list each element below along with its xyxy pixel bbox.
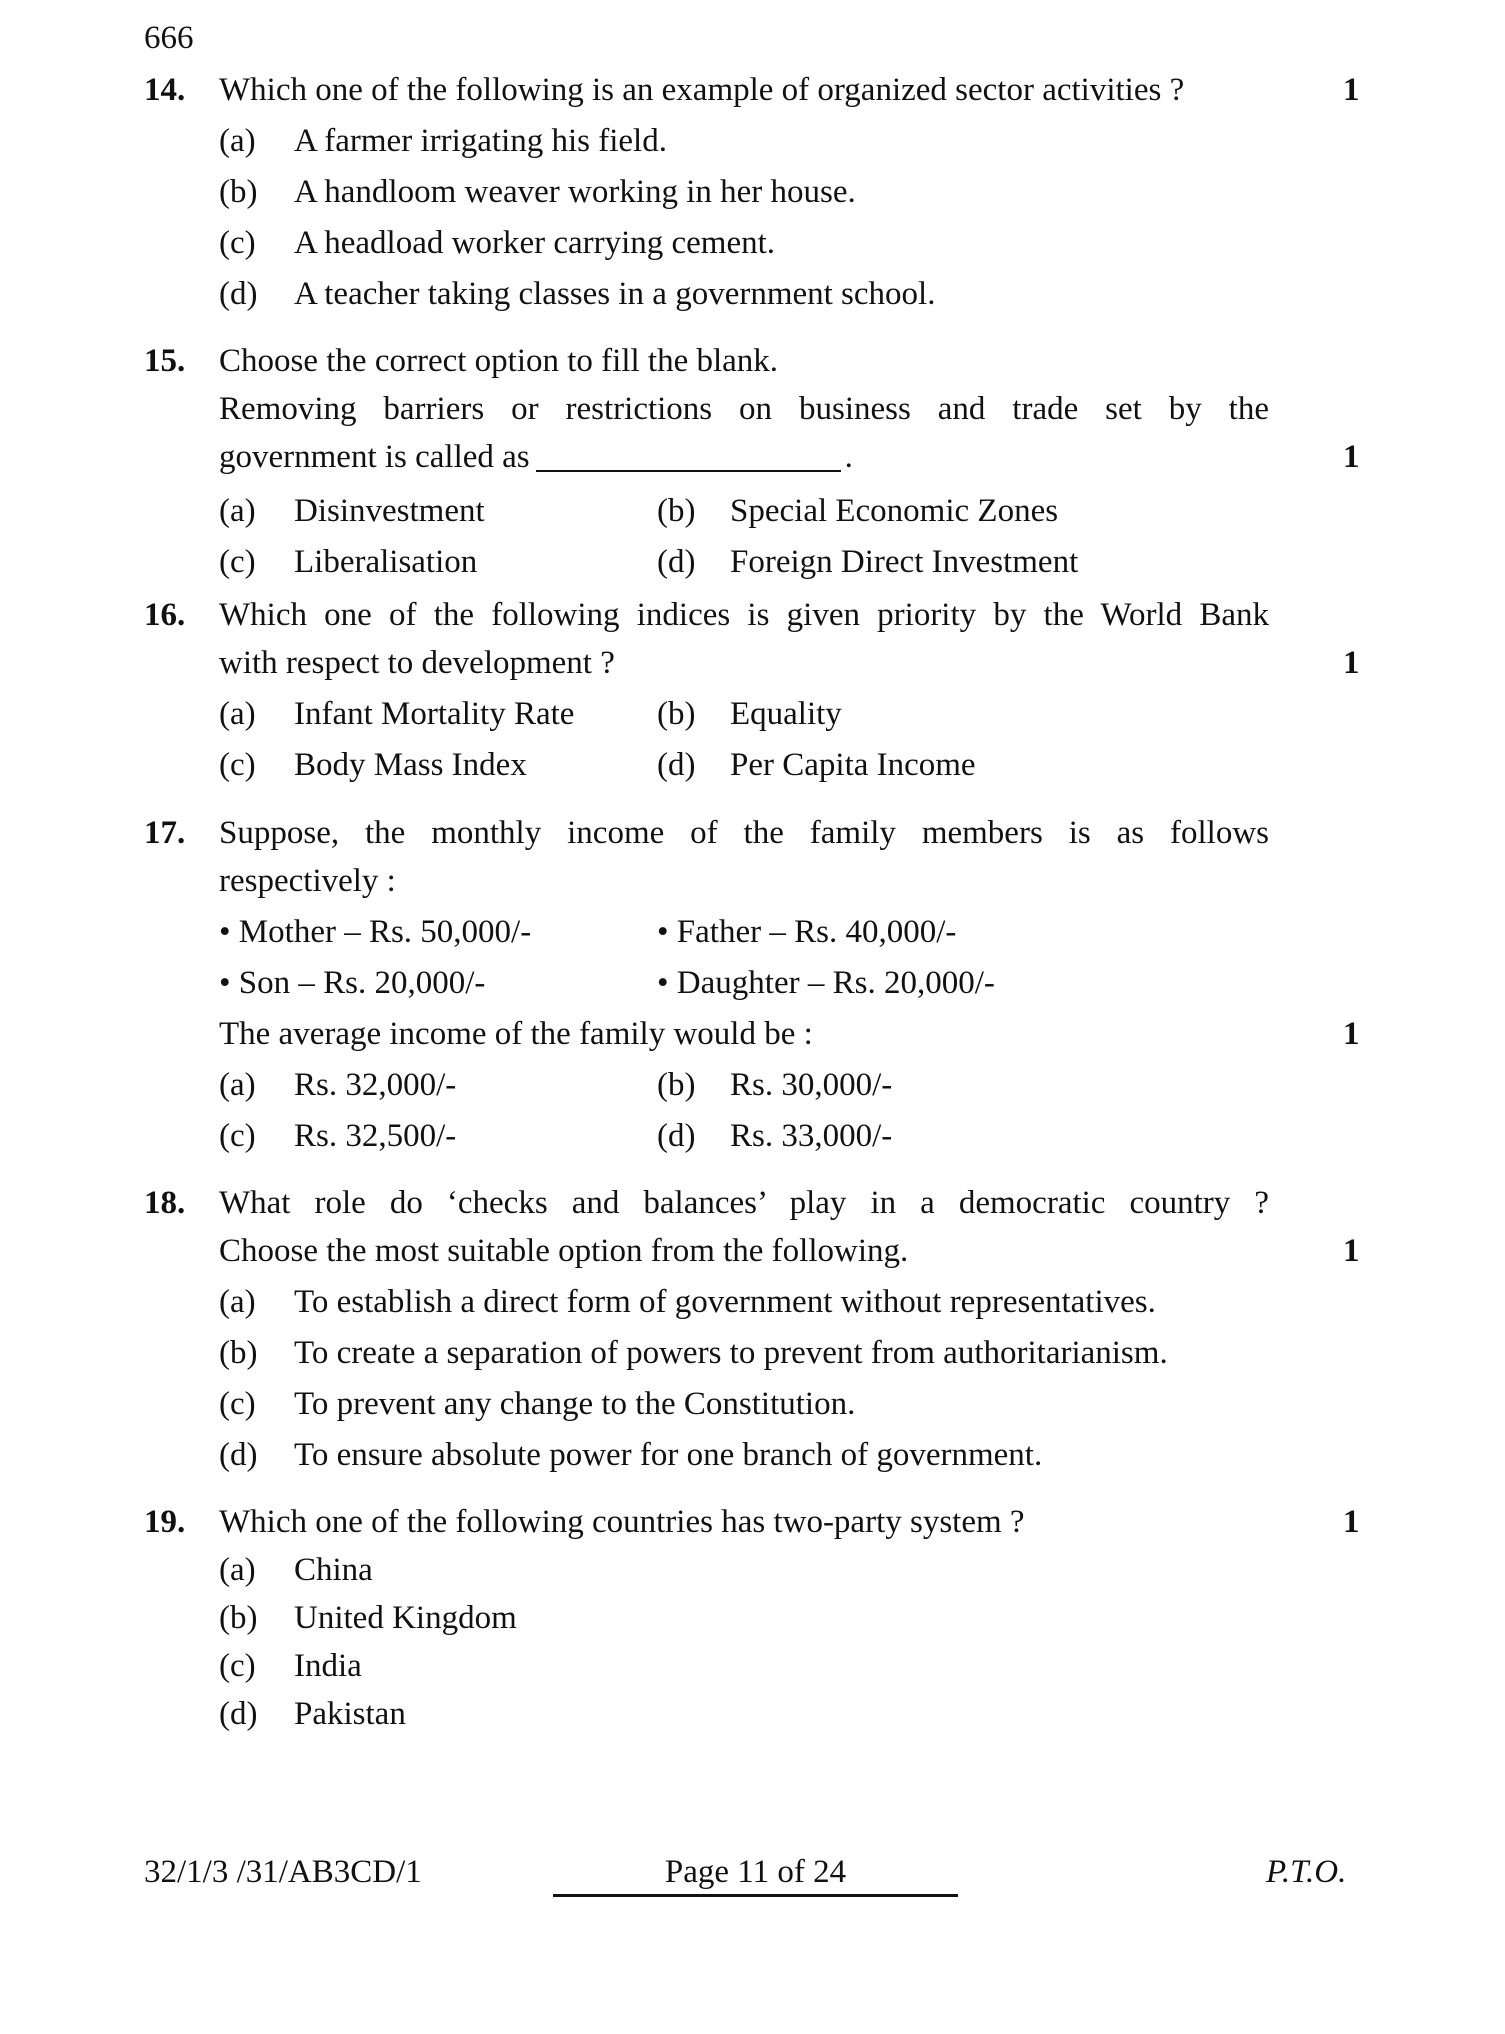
question-number: 15.: [144, 343, 186, 379]
option-text: Rs. 30,000/-: [730, 1067, 893, 1103]
question-text: Choose the most suitable option from the following.: [219, 1233, 909, 1269]
question-number: 17.: [144, 815, 186, 851]
income-item: • Father – Rs. 40,000/-: [657, 914, 957, 950]
option-text: China: [294, 1552, 373, 1588]
option-label: (c): [219, 544, 256, 580]
option-label: (d): [219, 1696, 258, 1732]
option-label: (d): [657, 747, 696, 783]
fill-blank: [536, 440, 841, 472]
question-text: Removing barriers or restrictions on business and trade set by the: [219, 391, 1269, 427]
option-label: (c): [219, 1386, 256, 1422]
question-marks: 1: [1343, 1016, 1360, 1052]
option-text: Special Economic Zones: [730, 493, 1059, 529]
option-label: (b): [219, 1600, 258, 1636]
option-label: (b): [657, 493, 696, 529]
option-label: (a): [219, 1284, 256, 1320]
option-label: (a): [219, 1552, 256, 1588]
option-text: A farmer irrigating his field.: [294, 123, 667, 159]
question-prompt: The average income of the family would be :: [219, 1016, 813, 1052]
option-text: To ensure absolute power for one branch of government.: [294, 1437, 1043, 1473]
option-text: A handloom weaver working in her house.: [294, 174, 856, 210]
option-label: (c): [219, 1118, 256, 1154]
question-text: with respect to development ?: [219, 645, 615, 681]
option-label: (d): [657, 544, 696, 580]
question-number: 14.: [144, 72, 186, 108]
question-text: Suppose, the monthly income of the family members is as follows: [219, 815, 1269, 851]
question-text: government is called as: [219, 439, 530, 475]
option-text: To prevent any change to the Constitution.: [294, 1386, 856, 1422]
option-label: (b): [219, 1335, 258, 1371]
option-label: (c): [219, 747, 256, 783]
option-text: A headload worker carrying cement.: [294, 225, 776, 261]
option-label: (a): [219, 123, 256, 159]
option-text: Rs. 32,000/-: [294, 1067, 457, 1103]
option-text: Per Capita Income: [730, 747, 976, 783]
option-text: Rs. 33,000/-: [730, 1118, 893, 1154]
question-marks: 1: [1343, 645, 1360, 681]
option-text: India: [294, 1648, 362, 1684]
pto-label: P.T.O.: [1266, 1854, 1347, 1890]
question-text: Which one of the following countries has two-party system ?: [219, 1504, 1025, 1540]
option-text: Body Mass Index: [294, 747, 527, 783]
option-text: Liberalisation: [294, 544, 478, 580]
question-text-end: .: [844, 439, 853, 475]
option-text: Foreign Direct Investment: [730, 544, 1079, 580]
option-text: To establish a direct form of government without representatives.: [294, 1284, 1156, 1320]
question-number: 18.: [144, 1185, 186, 1221]
question-marks: 1: [1343, 72, 1360, 108]
option-label: (b): [657, 1067, 696, 1103]
option-label: (d): [219, 1437, 258, 1473]
option-text: Pakistan: [294, 1696, 406, 1732]
paper-code: 32/1/3 /31/AB3CD/1: [144, 1854, 422, 1890]
option-label: (a): [219, 1067, 256, 1103]
income-item: • Son – Rs. 20,000/-: [219, 965, 486, 1001]
footer-underline: [553, 1894, 958, 1897]
option-label: (b): [657, 696, 696, 732]
question-marks: 1: [1343, 1233, 1360, 1269]
question-text: Which one of the following indices is given priority by the World Bank: [219, 597, 1269, 633]
option-label: (a): [219, 493, 256, 529]
question-marks: 1: [1343, 439, 1360, 475]
option-label: (b): [219, 174, 258, 210]
option-label: (c): [219, 225, 256, 261]
question-text: Choose the correct option to fill the blank.: [219, 343, 779, 379]
income-item: • Mother – Rs. 50,000/-: [219, 914, 532, 950]
option-label: (d): [657, 1118, 696, 1154]
question-number: 16.: [144, 597, 186, 633]
question-marks: 1: [1343, 1504, 1360, 1540]
income-item: • Daughter – Rs. 20,000/-: [657, 965, 995, 1001]
option-text: Rs. 32,500/-: [294, 1118, 457, 1154]
page-number: Page 11 of 24: [664, 1854, 847, 1890]
option-label: (d): [219, 276, 258, 312]
option-text: A teacher taking classes in a government school.: [294, 276, 936, 312]
option-label: (a): [219, 696, 256, 732]
question-text: Which one of the following is an example of organized sector activities ?: [219, 72, 1185, 108]
option-text: Disinvestment: [294, 493, 485, 529]
question-text-blank-line: [219, 439, 853, 476]
question-number: 19.: [144, 1504, 186, 1540]
option-text: Infant Mortality Rate: [294, 696, 575, 732]
option-text: Equality: [730, 696, 842, 732]
option-label: (c): [219, 1648, 256, 1684]
question-text: respectively :: [219, 863, 396, 899]
option-text: United Kingdom: [294, 1600, 517, 1636]
page-code: 666: [144, 20, 194, 56]
option-text: To create a separation of powers to prevent from authoritarianism.: [294, 1335, 1168, 1371]
question-text: What role do ‘checks and balances’ play in a democratic country ?: [219, 1185, 1269, 1221]
